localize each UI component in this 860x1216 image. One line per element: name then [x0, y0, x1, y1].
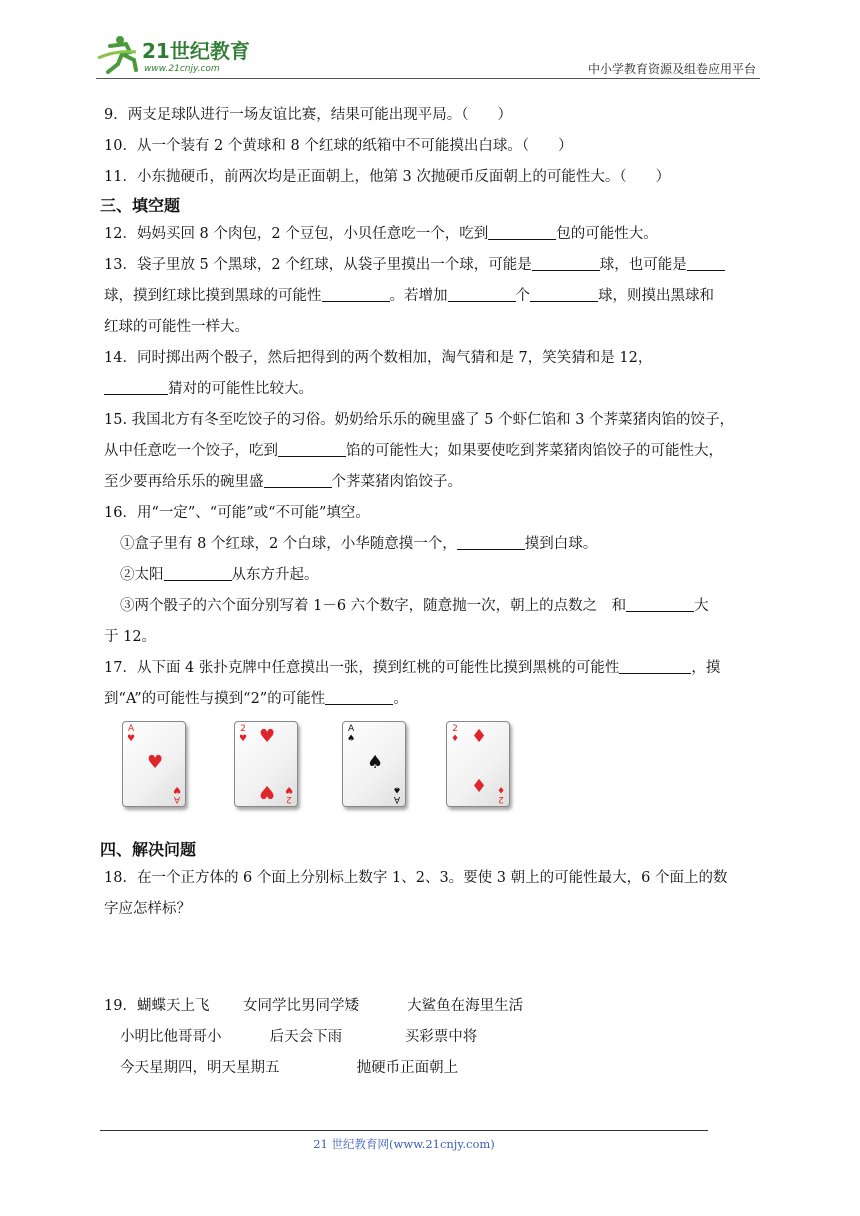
answer-blank	[626, 593, 694, 612]
heart-icon: ♥	[259, 781, 276, 802]
diamond-icon: ♦	[471, 726, 488, 747]
question-13: 13．袋子里放 5 个黑球，2 个红球，从袋子里摸出一个球，可能是 球，也可能是	[104, 250, 764, 281]
answer-blank	[457, 531, 525, 550]
answer-blank	[448, 283, 516, 302]
site-logo	[96, 32, 276, 76]
answer-space	[104, 925, 764, 991]
question-16: 16．用“一定”、“可能”或“不可能”填空。	[104, 505, 370, 521]
answer-blank	[322, 283, 390, 302]
question-content	[100, 100, 764, 1084]
heart-icon: ♥	[259, 726, 276, 747]
answer-blank	[264, 469, 332, 488]
heart-icon: ♥	[147, 752, 164, 773]
question-15-end: 至少要再给乐乐的碗里盛 个荠菜猪肉馅饺子。	[104, 467, 764, 498]
question-14: 14．同时掷出两个骰子，然后把得到的两个数相加，淘气猜和是 7，笑笑猜和是 12，	[104, 350, 653, 366]
playing-card-2: 2 ♥ ♥ ♥ 2 ♥	[234, 721, 298, 807]
question-10: 10．从一个装有 2 个黄球和 8 个红球的纸箱中不可能摸出白球。（ ）	[104, 138, 573, 154]
answer-blank	[164, 562, 232, 581]
answer-blank	[104, 376, 168, 395]
question-17: 17．从下面 4 张扑克牌中任意摸出一张，摸到红桃的可能性比摸到黑桃的可能性 ，摸	[104, 653, 764, 684]
question-18: 18．在一个正方体的 6 个面上分别标上数字 1、2、3。要使 3 朝上的可能性最大，6 个面上的数	[104, 870, 728, 886]
logo-url: www.21cnjy.com	[144, 64, 220, 74]
runner-icon	[98, 36, 136, 72]
answer-blank	[619, 655, 691, 674]
playing-card-3: A ♠ ♠ A ♠	[342, 721, 406, 807]
platform-name: 中小学教育资源及组卷应用平台	[587, 62, 756, 76]
playing-card-1: A ♥ ♥ A ♥	[122, 721, 186, 807]
answer-blank	[532, 252, 600, 271]
logo-text: 21世纪教育	[142, 39, 250, 63]
answer-blank	[530, 283, 598, 302]
question-19-row3: 今天星期四，明天星期五 抛硬币正面朝上	[120, 1060, 459, 1076]
answer-blank	[687, 252, 725, 271]
section-heading-problem-solving: 四、解决问题	[100, 840, 197, 859]
question-15-cont: 从中任意吃一个饺子，吃到 馅的可能性大；如果要使吃到荠菜猪肉馅饺子的可能性大，	[104, 436, 764, 467]
diamond-icon: ♦	[471, 776, 488, 797]
answer-blank	[325, 686, 393, 705]
playing-card-4: 2 ♦ ♦ ♦ 2 ♦	[446, 721, 510, 807]
spade-icon: ♠	[367, 752, 384, 773]
question-13-cont: 球，摸到红球比摸到黑球的可能性 。若增加 个 球，则摸出黑球和	[104, 281, 764, 312]
question-19: 19．蝴蝶天上飞 女同学比男同学矮 大鲨鱼在海里生活	[104, 998, 524, 1014]
footer-divider	[100, 1130, 708, 1131]
page-footer: 21 世纪教育网(www.21cnjy.com)	[313, 1137, 495, 1151]
question-17-cont: 到“A”的可能性与摸到“2”的可能性 。	[104, 684, 764, 715]
question-16-1: ①盒子里有 8 个红球，2 个白球，小华随意摸一个， 摸到白球。	[104, 529, 764, 560]
question-18-cont: 字应怎样标？	[104, 901, 191, 917]
answer-blank	[278, 438, 346, 457]
question-16-3: ③两个骰子的六个面分别写着 1－6 六个数字，随意抛一次，朝上的点数之 和 大	[104, 591, 764, 622]
question-9: 9．两支足球队进行一场友谊比赛，结果可能出现平局。（ ）	[104, 107, 512, 123]
question-16-3-end: 于 12。	[104, 629, 157, 645]
question-11: 11．小东抛硬币，前两次均是正面朝上，他第 3 次抛硬币反面朝上的可能性大。（ ）	[104, 169, 671, 185]
question-16-2: ②太阳 从东方升起。	[104, 560, 764, 591]
question-14-cont: 猜对的可能性比较大。	[104, 374, 764, 405]
question-15: 15. 我国北方有冬至吃饺子的习俗。奶奶给乐乐的碗里盛了 5 个虾仁馅和 3 个荠菜猪肉馅的饺子，	[104, 412, 735, 428]
header-divider	[96, 78, 760, 79]
question-12: 12．妈妈买回 8 个肉包，2 个豆包，小贝任意吃一个，吃到 包的可能性大。	[104, 219, 764, 250]
answer-blank	[488, 221, 556, 240]
section-heading-fill-blank: 三、填空题	[100, 196, 181, 215]
playing-cards	[104, 721, 764, 837]
page-header	[96, 30, 760, 80]
question-13-end: 红球的可能性一样大。	[104, 319, 249, 335]
question-19-row2: 小明比他哥哥小 后天会下雨 买彩票中将	[120, 1029, 478, 1045]
